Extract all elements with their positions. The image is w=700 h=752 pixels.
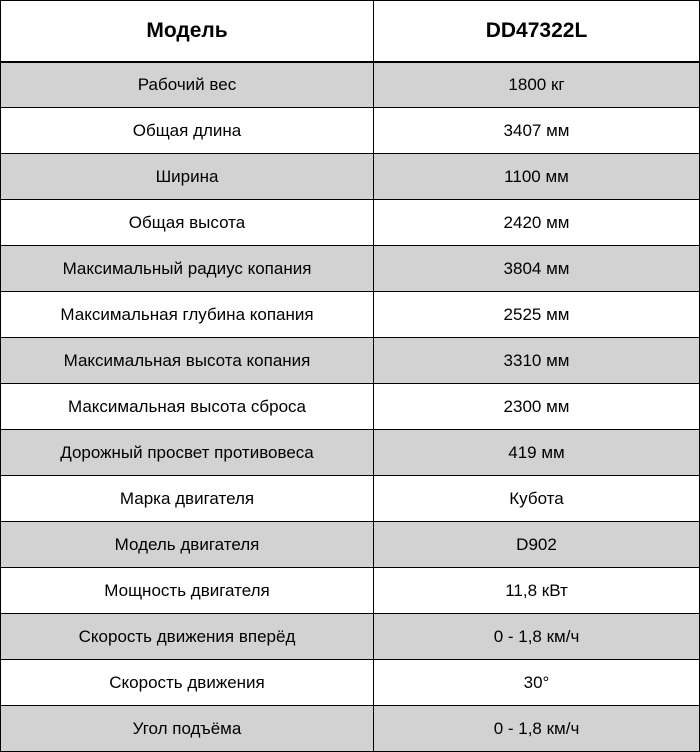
header-model-value: DD47322L <box>374 1 700 62</box>
spec-name: Максимальная глубина копания <box>1 292 374 338</box>
header-model-label: Модель <box>1 1 374 62</box>
spec-name: Модель двигателя <box>1 522 374 568</box>
spec-value: 3310 мм <box>374 338 700 384</box>
spec-name: Общая длина <box>1 108 374 154</box>
table-row <box>1 108 700 154</box>
spec-value: 30° <box>374 660 700 706</box>
spec-value: 419 мм <box>374 430 700 476</box>
table-row <box>1 62 700 108</box>
table-row <box>1 476 700 522</box>
table-row <box>1 338 700 384</box>
spec-name: Угол подъёма <box>1 706 374 752</box>
spec-value: 0 - 1,8 км/ч <box>374 706 700 752</box>
table-row <box>1 522 700 568</box>
spec-value: 1800 кг <box>374 62 700 108</box>
spec-value: 2525 мм <box>374 292 700 338</box>
spec-value: Кубота <box>374 476 700 522</box>
table-row <box>1 430 700 476</box>
spec-value: D902 <box>374 522 700 568</box>
table-row <box>1 568 700 614</box>
spec-value: 2300 мм <box>374 384 700 430</box>
table-row <box>1 384 700 430</box>
table-row <box>1 660 700 706</box>
spec-name: Максимальная высота копания <box>1 338 374 384</box>
table-row <box>1 154 700 200</box>
table-row <box>1 706 700 752</box>
spec-name: Общая высота <box>1 200 374 246</box>
spec-value: 2420 мм <box>374 200 700 246</box>
spec-name: Мощность двигателя <box>1 568 374 614</box>
table-row <box>1 292 700 338</box>
spec-name: Марка двигателя <box>1 476 374 522</box>
table-row <box>1 614 700 660</box>
spec-value: 3804 мм <box>374 246 700 292</box>
spec-value: 11,8 кВт <box>374 568 700 614</box>
table-row <box>1 200 700 246</box>
spec-name: Скорость движения <box>1 660 374 706</box>
spec-value: 1100 мм <box>374 154 700 200</box>
spec-value: 3407 мм <box>374 108 700 154</box>
spec-value: 0 - 1,8 км/ч <box>374 614 700 660</box>
table-row <box>1 246 700 292</box>
spec-name: Максимальный радиус копания <box>1 246 374 292</box>
spec-name: Дорожный просвет противовеса <box>1 430 374 476</box>
spec-name: Максимальная высота сброса <box>1 384 374 430</box>
spec-name: Рабочий вес <box>1 62 374 108</box>
table-header-row <box>1 1 700 62</box>
spec-name: Скорость движения вперёд <box>1 614 374 660</box>
spec-name: Ширина <box>1 154 374 200</box>
